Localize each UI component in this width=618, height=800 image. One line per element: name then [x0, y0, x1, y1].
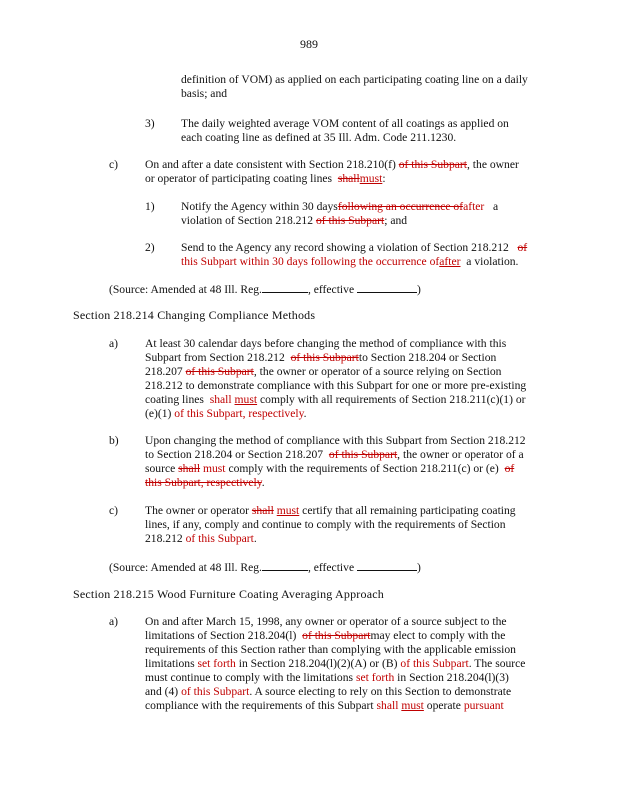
struck-text: of this Subpart	[290, 351, 359, 364]
text-line: compliance with the requirements of this Subpart shall must operate pursuant	[145, 699, 504, 712]
section-214-c-paragraph	[145, 504, 516, 546]
text-line: or operator of participating coating lines shallmust:	[145, 172, 386, 185]
text-line: On and after March 15, 1998, any owner or operator of a source subject to the	[145, 615, 507, 628]
struck-text: of this Subpart	[315, 214, 385, 227]
text-line: violation of Section 218.212 of this Subpart; and	[181, 214, 408, 227]
text-line: Upon changing the method of compliance with this Subpart from Section 218.212	[145, 434, 526, 447]
text-line: coating lines shall must comply with all requirements of Section 218.211(c)(1) or	[145, 393, 526, 406]
section-heading: Section 218.215 Wood Furniture Coating Averaging Approach	[73, 587, 384, 601]
struck-text: shall	[178, 462, 201, 475]
text-line: this Subpart, respectively.	[145, 476, 265, 489]
item-number: c)	[109, 504, 119, 517]
text-line: each coating line as defined at 35 Ill. Adm. Code 211.1230.	[181, 131, 457, 144]
inserted-text: after	[439, 255, 461, 268]
text-line: must continue to comply with the limitations set forth in Section 218.204(l)(3)	[145, 671, 509, 684]
page-number: 989	[300, 37, 318, 51]
subsection-c-paragraph	[145, 158, 519, 186]
section-heading: Section 218.214 Changing Compliance Methods	[73, 308, 316, 322]
struck-text: of	[517, 241, 528, 254]
item-3-paragraph	[181, 117, 509, 145]
text-line: lines, if any, comply and continue to comply with the requirements of Section	[145, 518, 506, 531]
inserted-text: must	[234, 393, 258, 406]
item-number: a)	[109, 615, 119, 628]
text-line: to Section 218.204 or Section 218.207 of this Subpart, the owner or operator of a	[145, 448, 524, 461]
text-line: On and after a date consistent with Section 218.210(f) of this Subpart, the owner	[145, 158, 519, 171]
continued-paragraph	[181, 73, 528, 101]
blank-line	[357, 282, 417, 293]
item-number: 1)	[145, 200, 155, 213]
struck-text: of	[504, 462, 515, 475]
subsection-c2-paragraph	[181, 241, 527, 269]
text-line: 218.207 of this Subpart, the owner or operator of a source relying on Section	[145, 365, 502, 378]
blank-line	[262, 560, 308, 571]
text-line: this Subpart within 30 days following the occurrence ofafter a violation.	[181, 255, 519, 268]
section-215-a-paragraph	[145, 615, 525, 713]
text-line: and (4) of this Subpart. A source electing to rely on this Section to demonstrate	[145, 685, 512, 698]
struck-text: this Subpart, respectively	[145, 476, 262, 489]
text-line: The owner or operator shall must certify that all remaining participating coating	[145, 504, 516, 517]
text-line: requirements of this Section rather than complying with the applicable emission	[145, 643, 516, 656]
text-line: The daily weighted average VOM content of all coatings as applied on	[181, 117, 509, 130]
item-number: c)	[109, 158, 119, 171]
item-number: 3)	[145, 117, 155, 130]
text-line: source shall must comply with the requirements of Section 218.211(c) or (e) of	[145, 462, 515, 475]
source-note: (Source: Amended at 48 Ill. Reg. , effective )	[109, 283, 421, 296]
text-line: limitations set forth in Section 218.204(l)(2)(A) or (B) of this Subpart. The source	[145, 657, 526, 670]
struck-text: following an occurrence of	[337, 200, 464, 213]
text-line: Send to the Agency any record showing a violation of Section 218.212 of	[181, 241, 528, 254]
inserted-text: must	[276, 504, 300, 517]
text-line: Subpart from Section 218.212 of this Subpartto Section 218.204 or Section	[145, 351, 497, 364]
subsection-c1-paragraph	[181, 200, 498, 228]
text-line: basis; and	[181, 87, 228, 100]
text-line: limitations of Section 218.204(l) of this Subpartmay elect to comply with the	[145, 629, 506, 642]
struck-text: of this Subpart	[398, 158, 467, 171]
section-214-b-paragraph	[145, 434, 526, 490]
text-line: At least 30 calendar days before changing the method of compliance with this	[145, 337, 507, 350]
struck-text: of this Subpart	[302, 629, 371, 642]
struck-text: of this Subpart	[328, 448, 398, 461]
struck-text: shall	[337, 172, 360, 185]
text-line: 218.212 of this Subpart.	[145, 532, 257, 545]
text-line: Notify the Agency within 30 daysfollowing an occurrence ofafter a	[181, 200, 499, 213]
struck-text: shall	[251, 504, 274, 517]
item-number: 2)	[145, 241, 155, 254]
inserted-text: must	[401, 699, 424, 712]
blank-line	[262, 282, 308, 293]
struck-text: of this Subpart	[185, 365, 254, 378]
inserted-text: must	[359, 172, 383, 185]
blank-line	[357, 560, 417, 571]
text-line: 218.212 to demonstrate compliance with this Subpart for one or more pre-existing	[145, 379, 527, 392]
text-line: definition of VOM) as applied on each participating coating line on a daily	[181, 73, 528, 86]
item-number: a)	[109, 337, 119, 350]
text-line: (e)(1) of this Subpart, respectively.	[145, 407, 307, 420]
section-214-a-paragraph	[145, 337, 526, 421]
item-number: b)	[109, 434, 119, 447]
source-note: (Source: Amended at 48 Ill. Reg. , effective )	[109, 561, 421, 574]
